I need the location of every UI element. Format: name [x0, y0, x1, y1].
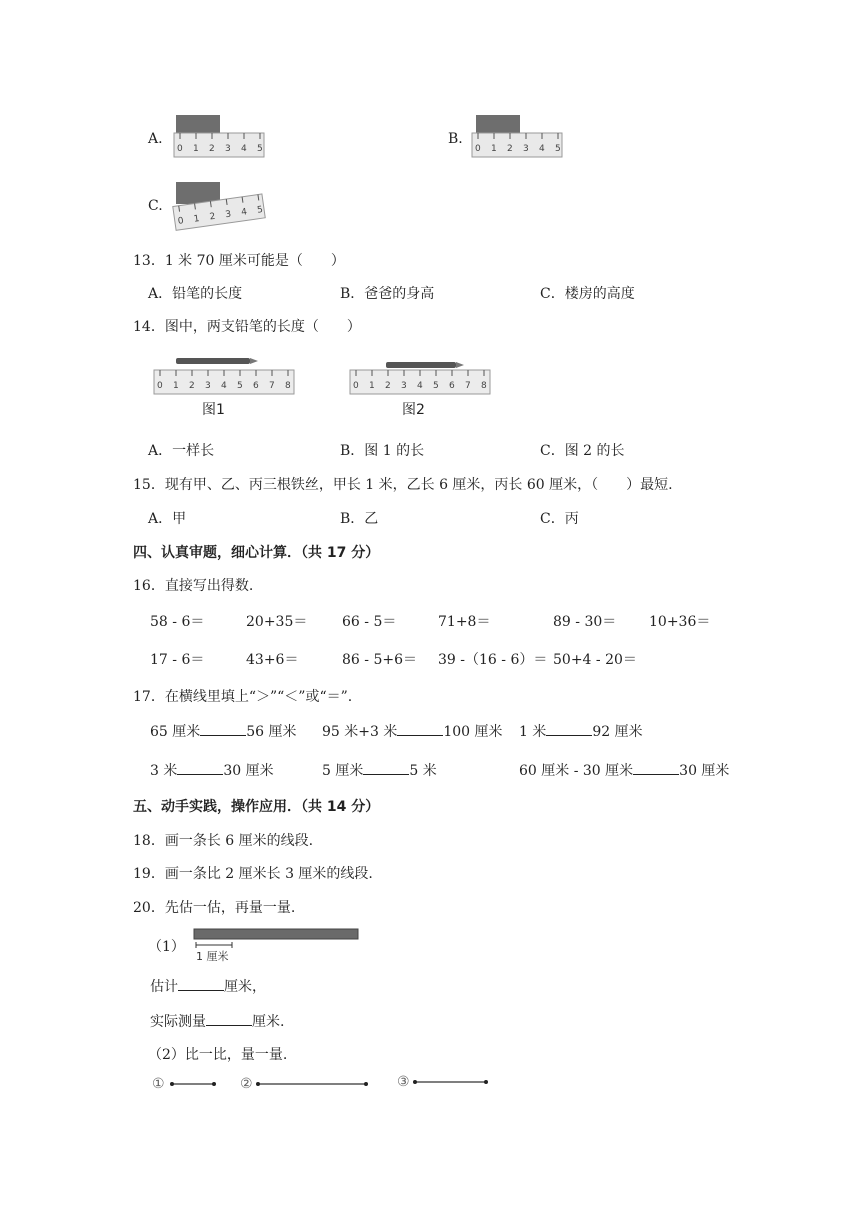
ruler-tick-label: 0: [353, 381, 359, 391]
q14-figure-1: [152, 350, 298, 420]
section-4-title: 四、认真审题，细心计算．（共 17 分）: [133, 545, 380, 561]
answer-blank[interactable]: [206, 1013, 252, 1026]
ruler-tick-label: 2: [189, 381, 195, 391]
ruler-tick-label: 1: [193, 213, 201, 225]
q16-stem: 16．直接写出得数.: [133, 578, 254, 594]
q15-stem: 15．现有甲、乙、丙三根铁丝，甲长 1 米，乙长 6 厘米，丙长 60 厘米，（ ）最短.: [133, 477, 673, 493]
calc-item: 89 - 30＝: [553, 614, 617, 630]
q13-stem: 13．1 米 70 厘米可能是（ ）: [133, 253, 345, 269]
ruler-tick-label: 4: [417, 381, 423, 391]
ruler-tick-label: 4: [241, 144, 247, 154]
q12-option-a-label[interactable]: A.: [148, 131, 163, 147]
ruler-tick-label: 0: [177, 144, 183, 154]
ruler-tick-label: 8: [285, 381, 291, 391]
ruler-tick-label: 2: [209, 144, 215, 154]
calc-item: 20+35＝: [246, 614, 308, 630]
ruler-tick-label: 3: [225, 144, 231, 154]
ruler-tick-label: 1: [173, 381, 179, 391]
ruler-tick-label: 1: [193, 144, 199, 154]
segment-3-label: ③: [397, 1074, 410, 1090]
ruler-tick-label: 5: [237, 381, 243, 391]
segment-1: [168, 1078, 220, 1090]
compare-item: 65 厘米 56 厘米: [150, 724, 297, 740]
answer-blank[interactable]: [546, 723, 592, 736]
calc-item: 17 - 6＝: [150, 652, 205, 668]
calc-item: 43+6＝: [246, 652, 299, 668]
q20-part1-label: （1）: [148, 939, 185, 955]
answer-blank[interactable]: [633, 762, 679, 775]
compare-item: 60 厘米 - 30 厘米 30 厘米: [519, 763, 730, 779]
compare-item: 5 厘米 5 米: [322, 763, 437, 779]
segment-1-label: ①: [152, 1076, 165, 1092]
q14-option-a[interactable]: A．一样长: [148, 443, 215, 459]
q12-option-c-label[interactable]: C.: [148, 198, 163, 214]
ruler-tick-label: 4: [221, 381, 227, 391]
ruler-tick-label: 0: [157, 381, 163, 391]
ruler-tick-label: 3: [401, 381, 407, 391]
ruler-tick-label: 5: [433, 381, 439, 391]
q15-option-b[interactable]: B．乙: [340, 511, 379, 527]
calc-item: 50+4 - 20＝: [553, 652, 637, 668]
ruler-tick-label: 6: [253, 381, 259, 391]
q14-option-c[interactable]: C．图 2 的长: [540, 443, 625, 459]
answer-blank[interactable]: [177, 762, 223, 775]
ruler-tick-label: 4: [539, 144, 545, 154]
q13-option-c[interactable]: C．楼房的高度: [540, 286, 635, 302]
q14-figure-2: [348, 350, 494, 420]
segment-2: [254, 1078, 370, 1090]
q15-option-c[interactable]: C．丙: [540, 511, 579, 527]
segment-3: [412, 1076, 490, 1088]
answer-blank[interactable]: [363, 762, 409, 775]
compare-item: 95 米+3 米 100 厘米: [322, 724, 503, 740]
ruler-tick-label: 0: [177, 216, 185, 227]
q17-stem: 17．在横线里填上“＞”“＜”或“＝”.: [133, 689, 353, 705]
section-5-title: 五、动手实践，操作应用．（共 14 分）: [133, 799, 380, 815]
q15-option-a[interactable]: A．甲: [148, 511, 187, 527]
compare-item: 1 米 92 厘米: [519, 724, 643, 740]
ruler-tick-label: 2: [507, 144, 513, 154]
ruler-tick-label: 7: [465, 381, 471, 391]
calc-item: 66 - 5＝: [342, 614, 397, 630]
measure-line: 实际测量 厘米.: [150, 1014, 285, 1030]
ruler-tick-label: 8: [481, 381, 487, 391]
q19-stem: 19．画一条比 2 厘米长 3 厘米的线段.: [133, 866, 373, 882]
unit-label: 1 厘米: [196, 950, 229, 963]
q20-part2-label: （2）比一比，量一量.: [148, 1047, 288, 1063]
calc-item: 86 - 5+6＝: [342, 652, 417, 668]
answer-blank[interactable]: [178, 978, 224, 991]
calc-item: 10+36＝: [649, 614, 711, 630]
q14-option-b[interactable]: B．图 1 的长: [340, 443, 425, 459]
segment-2-label: ②: [240, 1076, 253, 1092]
q12-figure-c: [170, 178, 270, 232]
ruler-tick-label: 3: [205, 381, 211, 391]
q12-figure-b: [470, 113, 566, 161]
ruler-tick-label: 1: [369, 381, 375, 391]
answer-blank[interactable]: [397, 723, 443, 736]
ruler-tick-label: 5: [555, 144, 561, 154]
ruler-tick-label: 1: [491, 144, 497, 154]
q20-bar-figure: [190, 926, 364, 966]
ruler-tick-label: 3: [523, 144, 529, 154]
ruler-tick-label: 4: [240, 207, 248, 218]
ruler-tick-label: 3: [224, 209, 232, 221]
calc-item: 58 - 6＝: [150, 614, 205, 630]
estimate-line: 估计 厘米，: [150, 979, 266, 995]
calc-item: 39 -（16 - 6）＝: [438, 652, 548, 668]
ruler-tick-label: 0: [475, 144, 481, 154]
q20-stem: 20．先估一估，再量一量.: [133, 900, 296, 916]
q14-fig2-caption: 图2: [402, 402, 425, 418]
ruler-tick-label: 2: [208, 211, 217, 223]
q13-option-b[interactable]: B．爸爸的身高: [340, 286, 435, 302]
q12-option-b-label[interactable]: B.: [448, 131, 463, 147]
ruler-tick-label: 5: [257, 144, 263, 154]
q14-stem: 14．图中，两支铅笔的长度（ ）: [133, 319, 361, 335]
ruler-tick-label: 5: [256, 205, 264, 216]
calc-item: 71+8＝: [438, 614, 491, 630]
ruler-tick-label: 2: [385, 381, 391, 391]
compare-item: 3 米 30 厘米: [150, 763, 274, 779]
q14-fig1-caption: 图1: [202, 402, 225, 418]
answer-blank[interactable]: [200, 723, 246, 736]
ruler-tick-label: 7: [269, 381, 275, 391]
q12-figure-a: [172, 113, 268, 161]
q13-option-a[interactable]: A．铅笔的长度: [148, 286, 243, 302]
q18-stem: 18．画一条长 6 厘米的线段.: [133, 833, 314, 849]
ruler-tick-label: 6: [449, 381, 455, 391]
